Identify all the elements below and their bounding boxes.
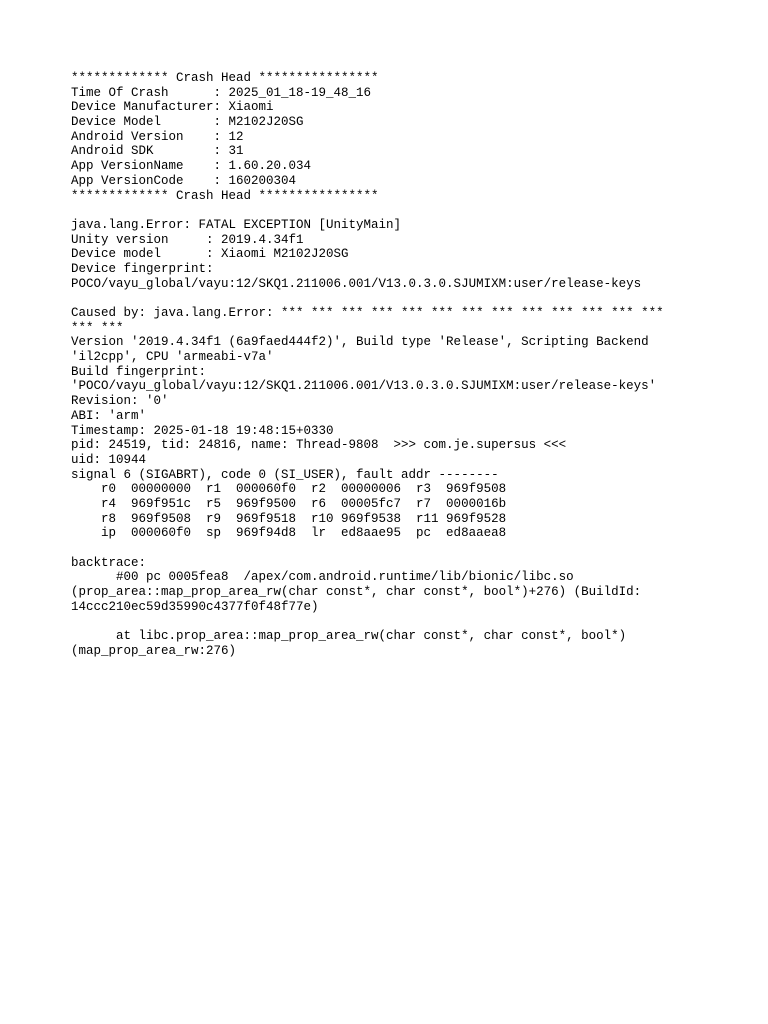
- crash-head-field: App VersionName : 1.60.20.034: [71, 159, 312, 174]
- backtrace-frame-line: (prop_area::map_prop_area_rw(char const*, char const*, bool*)+276) (BuildId:: [71, 585, 642, 600]
- cause-line: 'POCO/vayu_global/vayu:12/SKQ1.211006.001/V13.0.3.0.SJUMIXM:user/release-keys': [71, 379, 657, 394]
- blank-line: [71, 614, 711, 629]
- error-line: Unity version : 2019.4.34f1: [71, 232, 304, 247]
- crash-head-section: [71, 71, 711, 203]
- cause-line: uid: 10944: [71, 452, 147, 467]
- cause-line: Build fingerprint:: [71, 364, 207, 379]
- backtrace-frame-line: 14ccc210ec59d35990c4377f0f48f77e): [71, 599, 319, 614]
- cause-line: 'il2cpp', CPU 'armeabi-v7a': [71, 350, 274, 365]
- blank-line: [71, 291, 711, 306]
- backtrace-label: backtrace:: [71, 555, 147, 570]
- register-row: ip 000060f0 sp 969f94d8 lr ed8aae95 pc ed8aaea8: [71, 526, 507, 541]
- crash-head-field: Android SDK : 31: [71, 144, 244, 159]
- register-row: r4 969f951c r5 969f9500 r6 00005fc7 r7 0000016b: [71, 496, 507, 511]
- blank-line: [71, 541, 711, 556]
- fatal-exception-section: [71, 218, 711, 291]
- error-line: POCO/vayu_global/vayu:12/SKQ1.211006.001/V13.0.3.0.SJUMIXM:user/release-keys: [71, 276, 642, 291]
- crash-head-field: Android Version : 12: [71, 129, 244, 144]
- crash-head-field: Device Manufacturer: Xiaomi: [71, 100, 274, 115]
- crash-head-field: App VersionCode : 160200304: [71, 173, 297, 188]
- crash-log-document: [71, 71, 711, 659]
- crash-head-open-banner: ************* Crash Head ****************: [71, 71, 379, 85]
- caused-by-section: [71, 306, 711, 541]
- crash-head-field: Device Model : M2102J20SG: [71, 115, 304, 130]
- cause-line: Revision: '0': [71, 394, 169, 409]
- error-line: Device model : Xiaomi M2102J20SG: [71, 247, 349, 262]
- blank-line: [71, 203, 711, 218]
- crash-head-field: Time Of Crash : 2025_01_18-19_48_16: [71, 85, 372, 100]
- backtrace-at-line: (map_prop_area_rw:276): [71, 643, 237, 658]
- cause-line: Caused by: java.lang.Error: *** *** *** *** *** *** *** *** *** *** *** *** ***: [71, 306, 664, 320]
- cause-line: Version '2019.4.34f1 (6a9faed444f2)', Build type 'Release', Scripting Backend: [71, 335, 649, 350]
- crash-head-close-banner: ************* Crash Head ****************: [71, 188, 379, 203]
- register-row: r0 00000000 r1 000060f0 r2 00000006 r3 969f9508: [71, 482, 507, 497]
- cause-line: ABI: 'arm': [71, 408, 147, 423]
- cause-line: Timestamp: 2025-01-18 19:48:15+0330: [71, 423, 334, 438]
- cause-line: *** ***: [71, 320, 124, 335]
- error-line: Device fingerprint:: [71, 261, 214, 276]
- register-row: r8 969f9508 r9 969f9518 r10 969f9538 r11 969f9528: [71, 511, 507, 526]
- backtrace-at-line: at libc.prop_area::map_prop_area_rw(char const*, char const*, bool*): [71, 629, 627, 644]
- backtrace-frame-line: #00 pc 0005fea8 /apex/com.android.runtime/lib/bionic/libc.so: [71, 570, 574, 585]
- cause-line: signal 6 (SIGABRT), code 0 (SI_USER), fault addr --------: [71, 467, 499, 482]
- cause-line: pid: 24519, tid: 24816, name: Thread-9808 >>> com.je.supersus <<<: [71, 438, 567, 453]
- error-line: java.lang.Error: FATAL EXCEPTION [UnityMain]: [71, 217, 402, 232]
- backtrace-section: [71, 556, 711, 659]
